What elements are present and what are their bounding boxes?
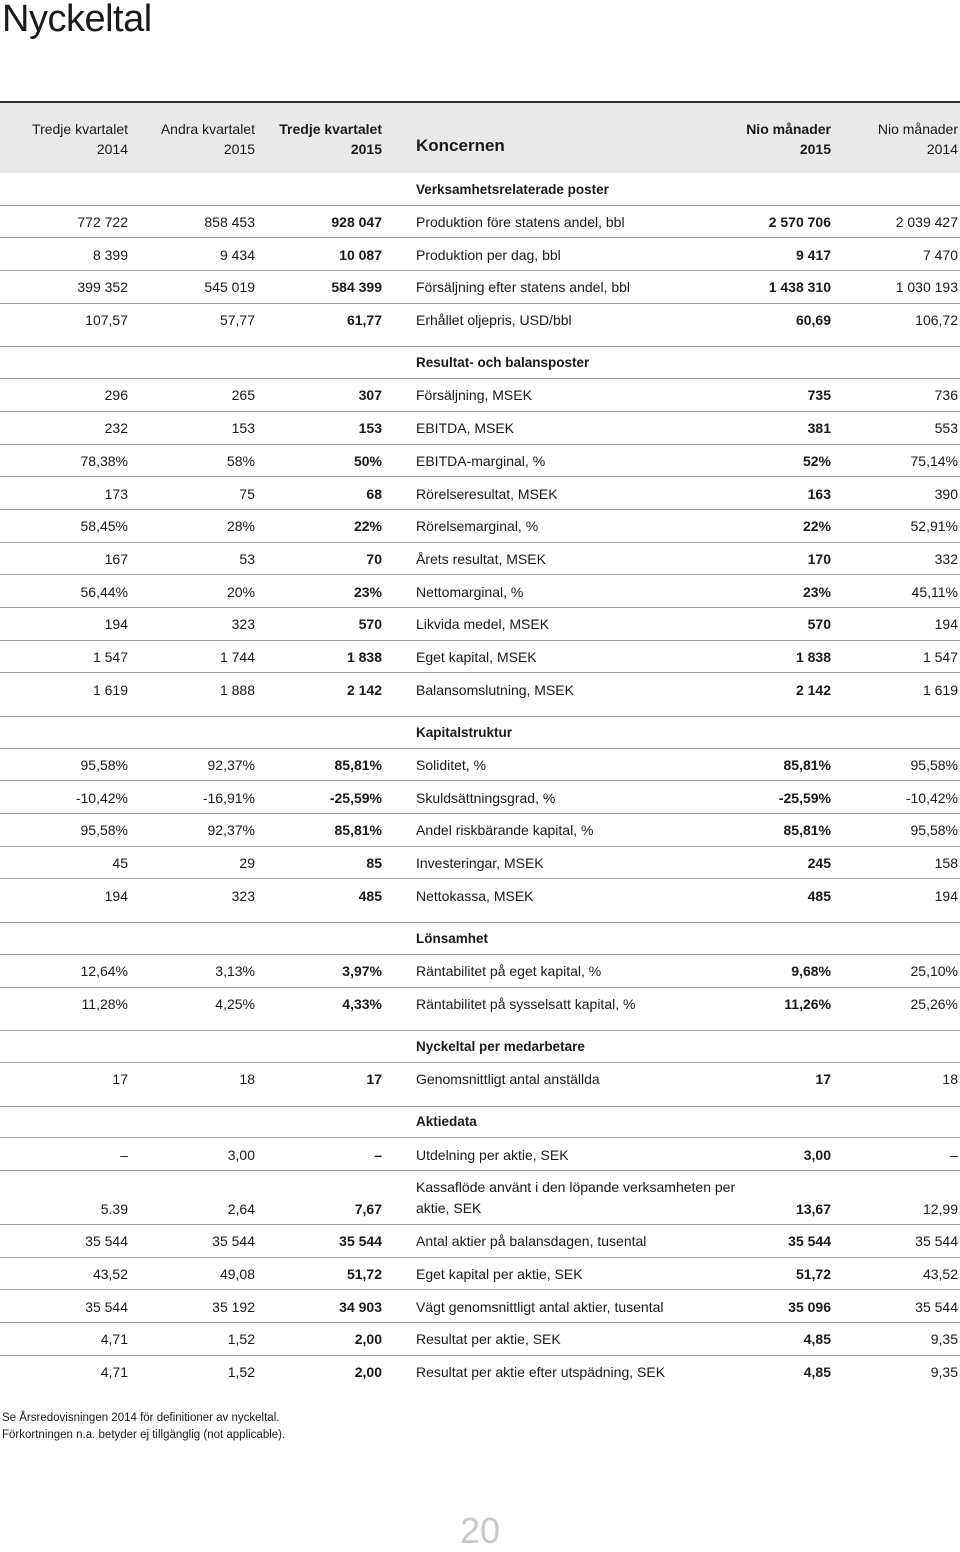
row-label: Vägt genomsnittligt antal aktier, tusental bbox=[416, 1298, 664, 1315]
cell-q3-2014: 56,44% bbox=[80, 583, 128, 600]
table-row bbox=[0, 1063, 960, 1096]
table-row bbox=[0, 1356, 960, 1389]
row-label: Eget kapital per aktie, SEK bbox=[416, 1265, 583, 1282]
row-label: Rörelseresultat, MSEK bbox=[416, 485, 558, 502]
cell-9m-2014: 194 bbox=[934, 616, 958, 633]
cell-q3-2015: 4,33% bbox=[342, 995, 382, 1012]
row-label: EBITDA-marginal, % bbox=[416, 452, 546, 469]
row-label: Räntabilitet på eget kapital, % bbox=[416, 963, 602, 980]
row-label: Kassaflöde använt i den löpande verksamheten per aktie, SEK bbox=[416, 1178, 736, 1216]
cell-9m-2015: 381 bbox=[807, 420, 831, 437]
cell-q3-2014: 107,57 bbox=[85, 312, 128, 329]
table-row bbox=[0, 1138, 960, 1171]
cell-q3-2015: 485 bbox=[358, 887, 382, 904]
cell-9m-2015: 2 570 706 bbox=[768, 214, 831, 231]
cell-q2-2015: 1 888 bbox=[219, 681, 255, 698]
cell-q3-2014: 173 bbox=[104, 485, 128, 502]
table-row bbox=[0, 1290, 960, 1323]
cell-q2-2015: 1 744 bbox=[219, 648, 255, 665]
cell-9m-2015: 3,00 bbox=[803, 1146, 831, 1163]
cell-q2-2015: 323 bbox=[231, 616, 255, 633]
cell-9m-2014: -10,42% bbox=[905, 789, 958, 806]
cell-q3-2015: 70 bbox=[366, 550, 382, 567]
section-header bbox=[0, 1030, 960, 1063]
cell-q3-2015: 570 bbox=[358, 616, 382, 633]
cell-q3-2015: 928 047 bbox=[331, 214, 382, 231]
cell-q2-2015: 1,52 bbox=[227, 1331, 255, 1348]
section-spacer bbox=[0, 706, 960, 716]
cell-9m-2014: 553 bbox=[934, 420, 958, 437]
cell-q3-2014: 43,52 bbox=[92, 1265, 128, 1282]
cell-9m-2014: 158 bbox=[934, 855, 958, 872]
cell-9m-2014: 390 bbox=[934, 485, 958, 502]
cell-q2-2015: 9 434 bbox=[219, 246, 255, 263]
table-row bbox=[0, 379, 960, 412]
cell-q3-2015: 35 544 bbox=[339, 1233, 382, 1250]
cell-q2-2015: 20% bbox=[226, 583, 255, 600]
cell-9m-2015: 1 438 310 bbox=[768, 279, 831, 296]
cell-9m-2015: 13,67 bbox=[795, 1200, 831, 1217]
cell-q2-2015: 265 bbox=[231, 387, 255, 404]
row-label: Soliditet, % bbox=[416, 757, 487, 774]
cell-q2-2015: 858 453 bbox=[204, 214, 255, 231]
cell-q3-2014: 1 547 bbox=[92, 648, 128, 665]
row-label: EBITDA, MSEK bbox=[416, 420, 515, 437]
cell-q2-2015: 28% bbox=[226, 518, 255, 535]
row-label: Försäljning, MSEK bbox=[416, 387, 532, 404]
cell-q3-2014: 4,71 bbox=[100, 1364, 128, 1381]
cell-9m-2014: 332 bbox=[934, 550, 958, 567]
cell-q3-2014: 4,71 bbox=[100, 1331, 128, 1348]
cell-9m-2015: 2 142 bbox=[795, 681, 831, 698]
cell-9m-2014: 1 030 193 bbox=[895, 279, 958, 296]
cell-q2-2015: 57,77 bbox=[219, 312, 255, 329]
cell-9m-2014: 194 bbox=[934, 887, 958, 904]
cell-9m-2014: 18 bbox=[942, 1071, 958, 1088]
cell-9m-2014: 9,35 bbox=[930, 1331, 958, 1348]
cell-q3-2014: 78,38% bbox=[80, 452, 128, 469]
table-row bbox=[0, 955, 960, 988]
section-title: Aktiedata bbox=[416, 1114, 477, 1130]
cell-9m-2015: 51,72 bbox=[795, 1265, 831, 1282]
cell-9m-2015: 163 bbox=[807, 485, 831, 502]
section-header bbox=[0, 346, 960, 379]
cell-q3-2014: 1 619 bbox=[92, 681, 128, 698]
cell-9m-2015: 9 417 bbox=[795, 246, 831, 263]
cell-q3-2014: -10,42% bbox=[75, 789, 128, 806]
section-title: Kapitalstruktur bbox=[416, 724, 513, 740]
table-row bbox=[0, 575, 960, 608]
row-label: Investeringar, MSEK bbox=[416, 855, 544, 872]
cell-q3-2014: 45 bbox=[112, 855, 128, 872]
cell-q3-2015: 2,00 bbox=[354, 1331, 382, 1348]
cell-q3-2015: 2 142 bbox=[346, 681, 382, 698]
cell-q3-2015: 68 bbox=[366, 485, 382, 502]
cell-q2-2015: 49,08 bbox=[219, 1265, 255, 1282]
section-title: Nyckeltal per medarbetare bbox=[416, 1039, 585, 1055]
cell-q3-2015: 85,81% bbox=[334, 757, 382, 774]
table-row bbox=[0, 543, 960, 576]
page-title: Nyckeltal bbox=[2, 0, 152, 40]
table-row bbox=[0, 271, 960, 304]
cell-q2-2015: -16,91% bbox=[202, 789, 255, 806]
cell-q3-2015: 23% bbox=[353, 583, 382, 600]
cell-9m-2014: 106,72 bbox=[915, 312, 958, 329]
cell-q3-2015: 50% bbox=[353, 452, 382, 469]
cell-9m-2015: 85,81% bbox=[783, 822, 831, 839]
cell-9m-2015: 9,68% bbox=[791, 963, 831, 980]
cell-q2-2015: 35 544 bbox=[212, 1233, 255, 1250]
cell-q2-2015: 1,52 bbox=[227, 1364, 255, 1381]
cell-q3-2014: 11,28% bbox=[81, 995, 128, 1012]
cell-9m-2014: 9,35 bbox=[930, 1364, 958, 1381]
table-row bbox=[0, 1171, 960, 1225]
row-label: Nettokassa, MSEK bbox=[416, 887, 534, 904]
table-row bbox=[0, 1225, 960, 1258]
table-row bbox=[0, 608, 960, 641]
row-label: Likvida medel, MSEK bbox=[416, 616, 550, 633]
cell-9m-2014: 52,91% bbox=[910, 518, 958, 535]
row-label: Försäljning efter statens andel, bbl bbox=[416, 279, 631, 296]
cell-9m-2014: – bbox=[950, 1146, 958, 1163]
row-label: Skuldsättningsgrad, % bbox=[416, 789, 556, 806]
cell-q2-2015: 53 bbox=[239, 550, 255, 567]
cell-q2-2015: 29 bbox=[239, 855, 255, 872]
table-row bbox=[0, 304, 960, 337]
cell-q2-2015: 75 bbox=[239, 485, 255, 502]
footnote: Se Årsredovisningen 2014 för definitioner av nyckeltal. bbox=[2, 1412, 280, 1424]
cell-9m-2014: 7 470 bbox=[922, 246, 958, 263]
row-label: Balansomslutning, MSEK bbox=[416, 681, 574, 698]
cell-9m-2015: 245 bbox=[807, 855, 831, 872]
row-label: Erhållet oljepris, USD/bbl bbox=[416, 312, 572, 329]
cell-q3-2014: 17 bbox=[112, 1071, 128, 1088]
table-row bbox=[0, 641, 960, 674]
cell-9m-2014: 2 039 427 bbox=[895, 214, 958, 231]
cell-q2-2015: 4,25% bbox=[215, 995, 255, 1012]
table-row bbox=[0, 749, 960, 782]
header-9m-2014: Nio månader 2014 bbox=[877, 121, 958, 157]
row-label: Resultat per aktie efter utspädning, SEK bbox=[416, 1364, 666, 1381]
table-row bbox=[0, 412, 960, 445]
cell-q3-2014: 772 722 bbox=[77, 214, 128, 231]
section-spacer bbox=[0, 336, 960, 346]
cell-q3-2015: 153 bbox=[358, 420, 382, 437]
section-spacer bbox=[0, 1020, 960, 1030]
table-row bbox=[0, 847, 960, 880]
cell-9m-2015: 52% bbox=[802, 452, 831, 469]
table-row bbox=[0, 988, 960, 1021]
cell-9m-2015: 85,81% bbox=[783, 757, 831, 774]
cell-9m-2015: 4,85 bbox=[803, 1364, 831, 1381]
row-label: Rörelsemarginal, % bbox=[416, 518, 539, 535]
cell-q3-2015: 1 838 bbox=[346, 648, 382, 665]
row-label: Räntabilitet på sysselsatt kapital, % bbox=[416, 995, 636, 1012]
row-label: Andel riskbärande kapital, % bbox=[416, 822, 594, 839]
cell-9m-2015: 570 bbox=[807, 616, 831, 633]
cell-q3-2014: 95,58% bbox=[80, 757, 128, 774]
table-row bbox=[0, 510, 960, 543]
table-row bbox=[0, 477, 960, 510]
cell-9m-2015: 485 bbox=[807, 887, 831, 904]
row-label: Produktion före statens andel, bbl bbox=[416, 214, 625, 231]
cell-9m-2015: 11,26% bbox=[784, 995, 831, 1012]
cell-9m-2015: -25,59% bbox=[778, 789, 831, 806]
section-header bbox=[0, 1106, 960, 1139]
header-9m-2015: Nio månader 2015 bbox=[746, 121, 831, 157]
table-row bbox=[0, 781, 960, 814]
cell-9m-2015: 60,69 bbox=[795, 312, 831, 329]
header-q3-2015: Tredje kvartalet 2015 bbox=[279, 121, 382, 157]
cell-q3-2015: -25,59% bbox=[329, 789, 382, 806]
footnote: Förkortningen n.a. betyder ej tillgänglig (not applicable). bbox=[2, 1429, 286, 1441]
cell-q2-2015: 92,37% bbox=[207, 757, 255, 774]
cell-q2-2015: 3,13% bbox=[215, 963, 255, 980]
cell-q3-2014: 194 bbox=[104, 616, 128, 633]
table-row bbox=[0, 238, 960, 271]
row-label: Antal aktier på balansdagen, tusental bbox=[416, 1233, 647, 1250]
header-q2-2015: Andra kvartalet 2015 bbox=[160, 121, 255, 157]
table-header bbox=[0, 103, 960, 173]
section-title: Lönsamhet bbox=[416, 930, 489, 946]
cell-q3-2014: 12,64% bbox=[80, 963, 128, 980]
cell-9m-2014: 25,26% bbox=[910, 995, 958, 1012]
cell-9m-2014: 95,58% bbox=[910, 822, 958, 839]
table-row bbox=[0, 206, 960, 239]
table-row bbox=[0, 1323, 960, 1356]
cell-9m-2015: 735 bbox=[807, 387, 831, 404]
cell-9m-2015: 35 544 bbox=[788, 1233, 831, 1250]
row-label: Resultat per aktie, SEK bbox=[416, 1331, 561, 1348]
cell-q3-2014: – bbox=[120, 1146, 128, 1163]
cell-q3-2015: 51,72 bbox=[346, 1265, 382, 1282]
row-label: Produktion per dag, bbl bbox=[416, 246, 561, 263]
table-row bbox=[0, 1258, 960, 1291]
cell-q3-2015: 2,00 bbox=[354, 1364, 382, 1381]
row-label: Nettomarginal, % bbox=[416, 583, 524, 600]
cell-q3-2014: 58,45% bbox=[80, 518, 128, 535]
cell-q3-2014: 167 bbox=[104, 550, 128, 567]
cell-q2-2015: 153 bbox=[231, 420, 255, 437]
cell-9m-2015: 170 bbox=[807, 550, 831, 567]
cell-9m-2015: 17 bbox=[815, 1071, 831, 1088]
cell-9m-2014: 25,10% bbox=[910, 963, 958, 980]
section-header bbox=[0, 716, 960, 749]
cell-q3-2015: 10 087 bbox=[339, 246, 382, 263]
cell-9m-2014: 95,58% bbox=[910, 757, 958, 774]
cell-q3-2015: 584 399 bbox=[331, 279, 382, 296]
cell-q3-2015: 22% bbox=[353, 518, 382, 535]
cell-9m-2014: 35 544 bbox=[915, 1298, 958, 1315]
cell-q3-2015: 307 bbox=[358, 387, 382, 404]
cell-9m-2014: 12,99 bbox=[922, 1200, 958, 1217]
cell-q2-2015: 3,00 bbox=[227, 1146, 255, 1163]
cell-9m-2014: 35 544 bbox=[915, 1233, 958, 1250]
row-label: Årets resultat, MSEK bbox=[416, 550, 546, 567]
section-spacer bbox=[0, 1096, 960, 1106]
section-spacer bbox=[0, 912, 960, 922]
cell-q3-2014: 232 bbox=[104, 420, 128, 437]
table-row bbox=[0, 879, 960, 912]
cell-q3-2015: 17 bbox=[366, 1071, 382, 1088]
row-label: Genomsnittligt antal anställda bbox=[416, 1071, 600, 1088]
cell-q3-2015: 3,97% bbox=[342, 963, 382, 980]
cell-9m-2014: 43,52 bbox=[922, 1265, 958, 1282]
cell-q3-2015: – bbox=[374, 1146, 382, 1163]
cell-q3-2015: 85,81% bbox=[334, 822, 382, 839]
cell-9m-2015: 4,85 bbox=[803, 1331, 831, 1348]
table-row bbox=[0, 445, 960, 478]
section-header bbox=[0, 173, 960, 206]
cell-9m-2015: 22% bbox=[802, 518, 831, 535]
cell-q3-2014: 399 352 bbox=[77, 279, 128, 296]
cell-q2-2015: 545 019 bbox=[204, 279, 255, 296]
cell-q2-2015: 323 bbox=[231, 887, 255, 904]
footnotes bbox=[2, 1410, 285, 1444]
cell-q3-2015: 34 903 bbox=[339, 1298, 382, 1315]
section-title: Verksamhetsrelaterade poster bbox=[416, 181, 609, 197]
cell-q3-2014: 35 544 bbox=[85, 1298, 128, 1315]
row-label: Eget kapital, MSEK bbox=[416, 648, 537, 665]
cell-9m-2014: 1 547 bbox=[922, 648, 958, 665]
cell-q3-2014: 35 544 bbox=[85, 1233, 128, 1250]
section-header bbox=[0, 922, 960, 955]
row-label: Utdelning per aktie, SEK bbox=[416, 1146, 569, 1163]
cell-q2-2015: 92,37% bbox=[207, 822, 255, 839]
section-title: Resultat- och balansposter bbox=[416, 355, 590, 371]
cell-q3-2014: 5.39 bbox=[100, 1200, 128, 1217]
header-koncernen: Koncernen bbox=[416, 136, 505, 155]
cell-q3-2015: 61,77 bbox=[346, 312, 382, 329]
cell-q3-2014: 194 bbox=[104, 887, 128, 904]
cell-9m-2015: 1 838 bbox=[795, 648, 831, 665]
cell-9m-2014: 1 619 bbox=[922, 681, 958, 698]
cell-q3-2014: 95,58% bbox=[80, 822, 128, 839]
cell-9m-2015: 23% bbox=[802, 583, 831, 600]
cell-q2-2015: 58% bbox=[226, 452, 255, 469]
cell-q3-2014: 296 bbox=[104, 387, 128, 404]
cell-q2-2015: 35 192 bbox=[212, 1298, 255, 1315]
cell-9m-2014: 45,11% bbox=[911, 583, 958, 600]
cell-q3-2014: 8 399 bbox=[92, 246, 128, 263]
table-row bbox=[0, 673, 960, 706]
table-row bbox=[0, 814, 960, 847]
cell-q3-2015: 7,67 bbox=[354, 1200, 382, 1217]
cell-q2-2015: 18 bbox=[239, 1071, 255, 1088]
cell-9m-2014: 736 bbox=[934, 387, 958, 404]
page-number: 20 bbox=[459, 1510, 501, 1551]
header-q3-2014: Tredje kvartalet 2014 bbox=[32, 121, 128, 157]
cell-q3-2015: 85 bbox=[366, 855, 382, 872]
cell-q2-2015: 2,64 bbox=[227, 1200, 255, 1217]
cell-9m-2015: 35 096 bbox=[788, 1298, 831, 1315]
cell-9m-2014: 75,14% bbox=[910, 452, 958, 469]
key-figures-table bbox=[0, 173, 960, 1388]
